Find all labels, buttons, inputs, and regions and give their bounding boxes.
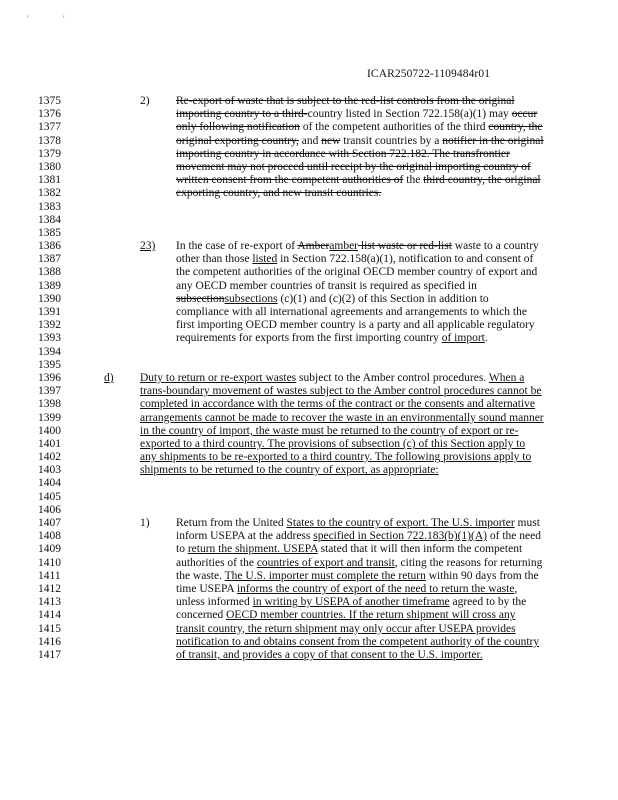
line-number: 1386 — [38, 240, 61, 253]
line-number: 1380 — [38, 160, 61, 173]
line-number: 1402 — [38, 451, 61, 464]
deleted-text: Amber — [297, 240, 330, 252]
text: , unless informed — [176, 583, 518, 609]
deleted-text: third country, the original exporting country, and new transit countries. — [176, 174, 541, 200]
line-number: 1394 — [38, 345, 61, 358]
inserted-text: The U.S. importer must complete the return — [224, 569, 426, 582]
inserted-text: return the shipment. USEPA — [187, 543, 318, 556]
paragraph-c3 — [176, 240, 544, 346]
line-number: 1414 — [38, 609, 61, 622]
inserted-text: States to the country of export. The U.S. importer — [286, 517, 515, 529]
document-id: ICAR250722-1109484r01 — [367, 68, 491, 80]
line-number: 1391 — [38, 306, 61, 318]
line-number: 1409 — [38, 543, 61, 556]
line-number: 1392 — [38, 319, 61, 332]
text: country listed in Section 722.158(a)(1) may — [307, 108, 512, 121]
inserted-text: Duty to return or re-export wastes — [140, 372, 297, 384]
line-number: 1389 — [38, 279, 61, 292]
line-number: 1383 — [38, 200, 61, 213]
text: of the need to — [176, 530, 541, 556]
line-number: 1396 — [38, 371, 61, 384]
line-number: 1400 — [38, 424, 61, 437]
inserted-marker: 23) — [140, 240, 156, 252]
inserted-text: of import — [441, 332, 485, 345]
item-marker: 1) — [140, 517, 150, 529]
stray-mark: ' — [27, 14, 29, 24]
item-marker — [104, 372, 114, 384]
inserted-text: specified in Section 722.183(b)(1)(A) — [313, 530, 487, 543]
text: in Section 722.158(a)(1), notification to and consent of the competent authorities of the original OECD member country of export and any OECD member countries of transit is required as specified in — [176, 253, 538, 292]
item-marker — [140, 240, 155, 252]
paragraph-c2 — [176, 95, 544, 201]
text: and — [298, 134, 322, 147]
line-number: 1407 — [38, 517, 61, 529]
paragraph-d — [140, 372, 544, 478]
deleted-text: new — [321, 134, 341, 147]
text: In the case of re-export of — [176, 240, 298, 252]
line-number: 1405 — [38, 490, 61, 503]
text: the — [403, 174, 424, 187]
line-number: 1397 — [38, 385, 61, 398]
text: within 90 days from the time USEPA — [176, 569, 539, 596]
inserted-text: When a trans-boundary movement of wastes subject to the Amber control procedures cannot be completed in accordance with the terms of the contract or the consents and alternative arrangements cannot be made to recover the waste in an environmentally sound manner in the country of import, the waste must be returned to the country of export or re-exported to a third country. The provisions of subsection (c) of this Section apply to any shipments to be re-exported to a third country. The following provisions apply to shipments to be returned to the country of export, as appropriate: — [140, 372, 544, 477]
inserted-text: subsections — [224, 292, 278, 305]
line-number: 1412 — [38, 582, 61, 595]
line-number: 1411 — [38, 569, 61, 582]
line-number: 1395 — [38, 358, 61, 371]
line-number: 1377 — [38, 121, 61, 134]
paragraph-d1 — [176, 517, 544, 662]
line-number: 1390 — [38, 292, 61, 305]
text: must inform USEPA at the address — [176, 517, 540, 543]
text: subject to the Amber control procedures. — [296, 372, 489, 384]
deleted-text: Re-export of waste that is subject to the red-list controls from the original importing country to a third- — [176, 95, 515, 121]
text: Return from the United — [176, 517, 287, 529]
line-number: 1376 — [38, 108, 61, 121]
line-number: 1381 — [38, 174, 61, 187]
inserted-text: OECD member countries. If the return shipment will cross any transit country, the return shipment may only occur after USEPA provides notification to and obtains consent from the competent authority of the country of transit, and provides a copy of that consent to the U.S. importer. — [176, 609, 540, 662]
text: agreed to by the concerned — [176, 596, 527, 622]
text: stated that it will then inform the competent authorities of the — [176, 543, 523, 569]
line-number: 1378 — [38, 134, 61, 147]
line-number: 1417 — [38, 648, 61, 661]
line-number: 1388 — [38, 266, 61, 279]
text: transit countries by a — [340, 134, 443, 147]
line-number: 1408 — [38, 530, 61, 543]
line-number: 1393 — [38, 332, 61, 345]
line-number: 1401 — [38, 437, 61, 450]
line-number: 1387 — [38, 253, 61, 266]
line-number: 1384 — [38, 213, 61, 226]
line-number: 1375 — [38, 95, 61, 107]
line-number: 1385 — [38, 226, 61, 239]
line-number: 1413 — [38, 596, 61, 609]
inserted-text: listed — [252, 253, 278, 266]
deleted-text: occur only following notification — [176, 108, 538, 134]
line-number: 1403 — [38, 464, 61, 477]
deleted-text: country, the original exporting country, — [176, 121, 543, 147]
line-number: 1399 — [38, 411, 61, 424]
inserted-text: in writing by USEPA of another timeframe — [252, 596, 450, 609]
text: . — [484, 332, 488, 345]
line-number: 1398 — [38, 398, 61, 411]
text: , citing the reasons for returning the waste. — [176, 556, 543, 582]
deleted-text: list waste or red-list — [358, 240, 452, 252]
inserted-text: amber — [329, 240, 359, 252]
item-marker: 2) — [140, 95, 150, 107]
line-number: 1416 — [38, 635, 61, 648]
inserted-marker: d) — [104, 372, 114, 384]
line-number: 1382 — [38, 187, 61, 200]
deleted-text: notifier in the original importing country in accordance with Section 722.182. The transfrontier movement may not proceed until receipt by the original importing country of written consent from the competent authorities of — [176, 134, 544, 187]
line-number: 1404 — [38, 477, 61, 490]
text: waste to a country other than those — [176, 240, 539, 266]
line-number: 1410 — [38, 556, 61, 569]
line-numbers — [38, 95, 68, 662]
line-number: 1415 — [38, 622, 61, 635]
text: (c)(1) and (c)(2) of this Section in addition to compliance with all international agreements and arrangements to which the first importing OECD member country is a party and all applicable regulatory requirements for exports from the first importing country — [176, 292, 535, 345]
inserted-text: informs the country of export of the need to return the waste — [236, 583, 515, 596]
text: of the competent authorities of the third — [299, 121, 489, 134]
line-number: 1406 — [38, 503, 61, 516]
line-number: 1379 — [38, 147, 61, 160]
deleted-text: subsection — [176, 292, 225, 305]
stray-mark: ' — [63, 14, 65, 24]
inserted-text: countries of export and transit — [256, 556, 395, 569]
